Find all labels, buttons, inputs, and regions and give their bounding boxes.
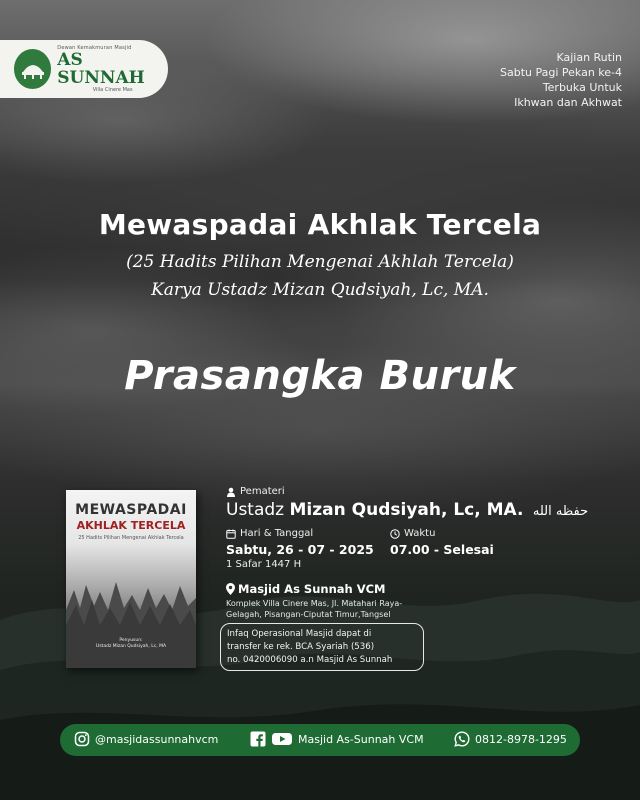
kajian-line: Sabtu Pagi Pekan ke-4 bbox=[499, 66, 622, 79]
youtube-icon bbox=[271, 731, 293, 747]
social-footer-bar bbox=[60, 724, 580, 756]
venue-address bbox=[226, 598, 416, 620]
venue-name bbox=[226, 582, 386, 596]
kajian-line: Ikhwan dan Akhwat bbox=[514, 96, 622, 109]
book-author-label: Penyusun: bbox=[119, 638, 143, 643]
speaker-name bbox=[226, 500, 588, 520]
facebook-icon bbox=[250, 731, 266, 747]
book-author-name: Ustadz Mizan Qudsiyah, Lc, MA bbox=[95, 644, 167, 649]
logo-sub-line: Villa Cinere Mas bbox=[92, 87, 133, 93]
book-title: MEWASPADAI bbox=[75, 502, 187, 518]
whatsapp-number: 0812-8978-1295 bbox=[475, 732, 567, 746]
topic-title: Prasangka Buruk bbox=[124, 353, 516, 399]
book-subtitle: 25 Hadits Pilihan Mengenai Akhlak Tercela bbox=[78, 535, 184, 541]
event-title: Mewaspadai Akhlak Tercela bbox=[98, 208, 542, 241]
logo-top-line: Dewan Kemakmuran Masjid bbox=[57, 45, 132, 51]
kajian-info bbox=[500, 50, 622, 110]
event-date: Sabtu, 26 - 07 - 2025 bbox=[226, 542, 374, 557]
kajian-line: Kajian Rutin bbox=[556, 51, 622, 64]
waktu-label bbox=[390, 528, 435, 539]
hari-tanggal-label bbox=[226, 528, 313, 539]
waktu-label-text: Waktu bbox=[404, 528, 436, 539]
speaker-honorific: حفظه الله bbox=[532, 504, 589, 519]
address-line: Gelagah, Pisangan-Ciputat Timur,Tangsel bbox=[226, 610, 391, 619]
pemateri-label-text: Pemateri bbox=[240, 486, 285, 497]
logo-name: AS SUNNAH bbox=[57, 50, 145, 88]
logo-text bbox=[57, 45, 168, 93]
speaker-full-name: Mizan Qudsiyah, Lc, MA. bbox=[289, 500, 524, 520]
infaq-line: transfer ke rek. BCA Syariah (536) bbox=[227, 642, 375, 652]
whatsapp-link[interactable] bbox=[454, 731, 567, 747]
mosque-logo-badge bbox=[0, 40, 168, 98]
mosque-dome-icon bbox=[14, 49, 51, 89]
address-line: Komplek Villa Cinere Mas, Jl. Matahari Raya- bbox=[226, 599, 403, 608]
person-icon bbox=[226, 487, 236, 497]
event-subtitle: (25 Hadits Pilihan Mengenai Akhlah Tercela) bbox=[126, 252, 514, 272]
instagram-link[interactable] bbox=[74, 731, 218, 747]
infaq-line: no. 0420006090 a.n Masjid As Sunnah bbox=[227, 655, 393, 665]
kajian-line: Terbuka Untuk bbox=[542, 81, 622, 94]
forest-illustration bbox=[66, 570, 196, 668]
book-title-2: AKHLAK TERCELA bbox=[76, 519, 186, 532]
infaq-line: Infaq Operasional Masjid dapat di bbox=[227, 629, 372, 639]
location-pin-icon bbox=[226, 583, 235, 595]
hijri-date: 1 Safar 1447 H bbox=[226, 559, 302, 570]
instagram-handle: @masjidassunnahvcm bbox=[95, 732, 219, 746]
calendar-icon bbox=[226, 529, 236, 539]
hari-tanggal-label-text: Hari & Tanggal bbox=[240, 528, 314, 539]
book-cover bbox=[66, 490, 196, 668]
whatsapp-icon bbox=[454, 731, 470, 747]
book-author bbox=[66, 638, 196, 650]
facebook-youtube-link[interactable] bbox=[250, 731, 424, 747]
venue-name-text: Masjid As Sunnah VCM bbox=[238, 582, 386, 596]
pemateri-label bbox=[226, 486, 285, 497]
speaker-prefix: Ustadz bbox=[226, 500, 285, 520]
youtube-channel: Masjid As-Sunnah VCM bbox=[298, 732, 424, 746]
clock-icon bbox=[390, 529, 400, 539]
instagram-icon bbox=[74, 731, 90, 747]
event-author-line: Karya Ustadz Mizan Qudsiyah, Lc, MA. bbox=[151, 280, 489, 300]
infaq-box bbox=[220, 623, 424, 671]
event-time: 07.00 - Selesai bbox=[390, 542, 494, 557]
